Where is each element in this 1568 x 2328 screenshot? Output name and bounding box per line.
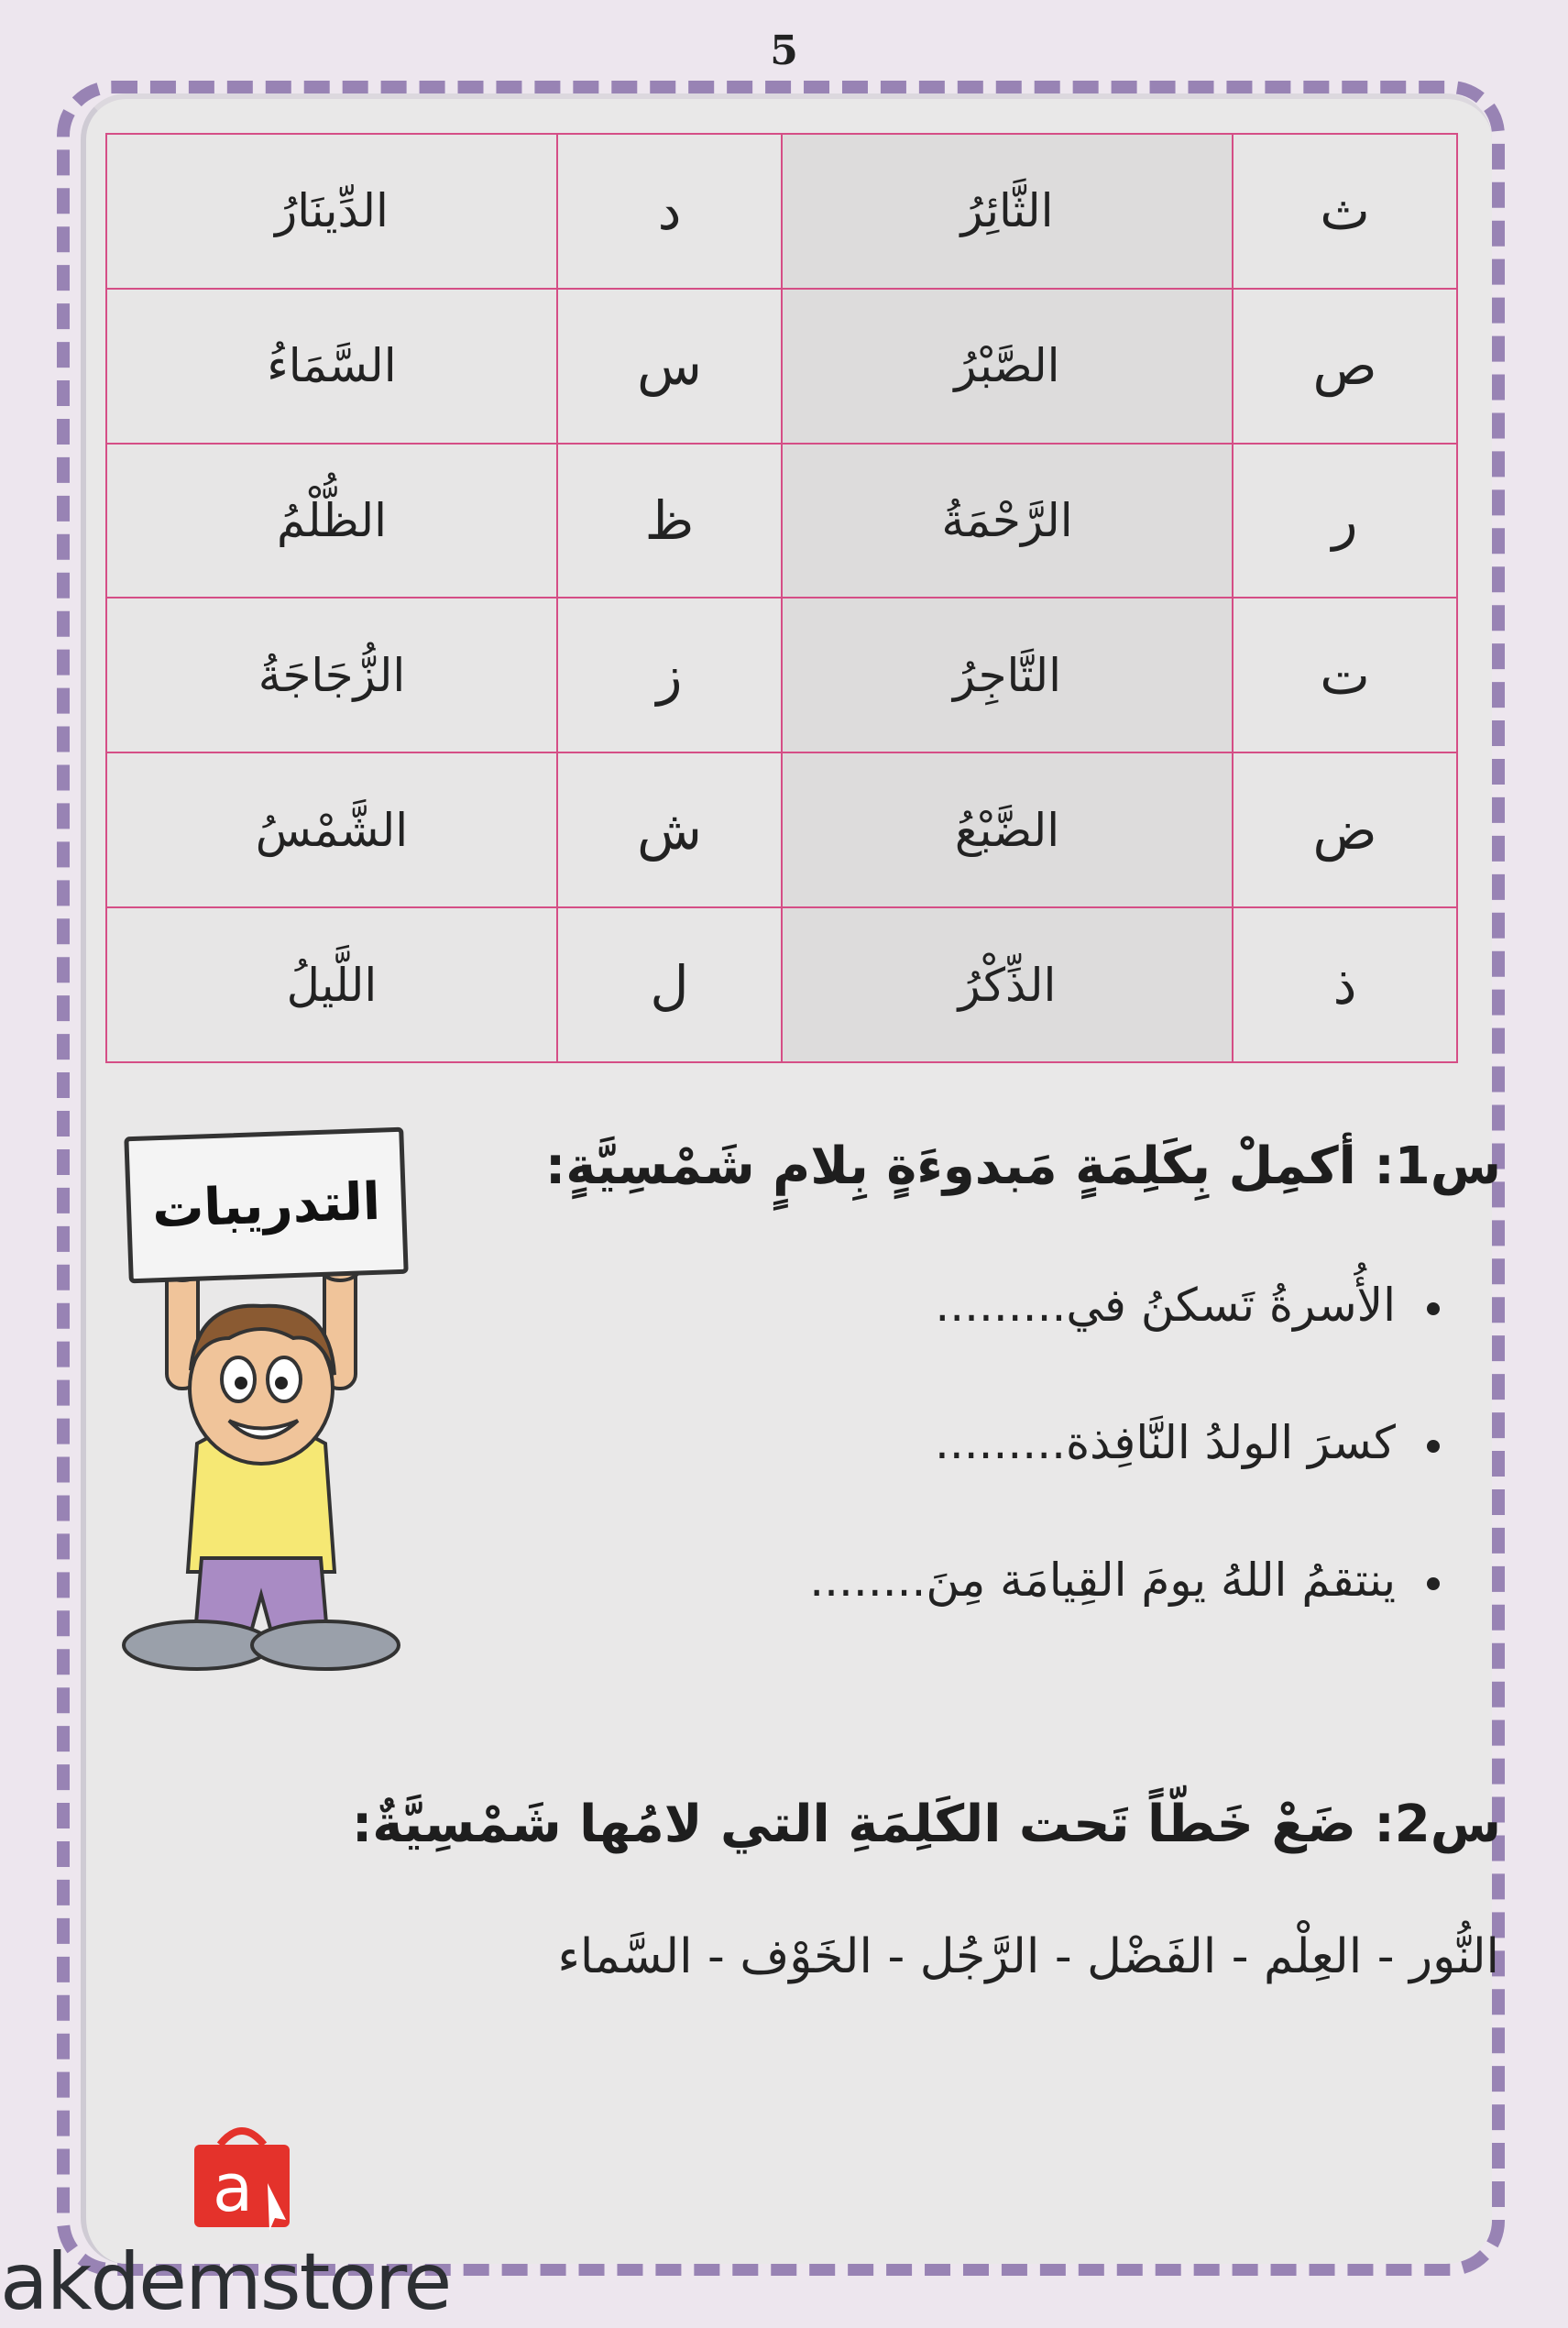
table-row <box>106 289 1457 444</box>
table-cell-word: الدِّينَارُ <box>106 134 557 289</box>
table-row <box>106 907 1457 1062</box>
list-item <box>615 1279 1440 1416</box>
table-cell-word: الضَّبْعُ <box>782 752 1233 907</box>
table-row <box>106 444 1457 598</box>
list-item <box>615 1554 1440 1691</box>
mascot-illustration <box>110 1114 412 1673</box>
table-cell-word: الرَّحْمَةُ <box>782 444 1233 598</box>
table-cell-letter: د <box>557 134 782 289</box>
mascot-shoes-icon <box>110 1609 412 1682</box>
table-cell-letter: س <box>557 289 782 444</box>
table-cell-letter: ض <box>1233 752 1457 907</box>
table-cell-word: الظُّلْمُ <box>106 444 557 598</box>
table-row <box>106 752 1457 907</box>
question-2-title: س2: ضَعْ خَطّاً تَحت الكَلِمَةِ التي لامُها شَمْسِيَّةٌ: <box>351 1795 1501 1854</box>
table-cell-letter: ظ <box>557 444 782 598</box>
brand-watermark: akdemstore <box>0 2236 451 2328</box>
table-row <box>106 134 1457 289</box>
table-cell-word: الصَّبْرُ <box>782 289 1233 444</box>
list-item-text: ينتقمُ اللهُ يومَ القِيامَة مِنَ........ <box>809 1554 1396 1607</box>
logo-letter: a <box>213 2149 254 2226</box>
table-cell-word: التَّاجِرُ <box>782 598 1233 752</box>
list-item <box>615 1416 1440 1554</box>
list-item-text: الأُسرةُ تَسكنُ في......... <box>935 1279 1396 1332</box>
page-number: 5 <box>770 27 798 74</box>
question-2-words: النُّور - العِلْم - الفَضْل - الرَّجُل - الخَوْف - السَّماء <box>557 1929 1499 1984</box>
question-1-title: س1: أكمِلْ بِكَلِمَةٍ مَبدوءَةٍ بِلامٍ شَمْسِيَّةٍ: <box>544 1137 1501 1196</box>
exercises-sign: التدريبات <box>124 1127 408 1284</box>
table-cell-word: الثَّائِرُ <box>782 134 1233 289</box>
table-cell-word: اللَّيلُ <box>106 907 557 1062</box>
table-cell-letter: ث <box>1233 134 1457 289</box>
table-cell-letter: ش <box>557 752 782 907</box>
table-cell-word: الشَّمْسُ <box>106 752 557 907</box>
table-cell-word: الزُّجَاجَةُ <box>106 598 557 752</box>
table-cell-letter: ز <box>557 598 782 752</box>
table-cell-letter: ص <box>1233 289 1457 444</box>
table-row <box>106 598 1457 752</box>
list-item-text: كسرَ الولدُ النَّافِذة......... <box>934 1416 1396 1469</box>
bullet-dot-icon <box>1427 1302 1440 1315</box>
table-cell-word: الذِّكْرُ <box>782 907 1233 1062</box>
table-cell-letter: ت <box>1233 598 1457 752</box>
bullet-dot-icon <box>1427 1440 1440 1453</box>
letters-table <box>105 133 1458 1063</box>
table-cell-letter: ل <box>557 907 782 1062</box>
bullet-dot-icon <box>1427 1577 1440 1590</box>
question-1-items <box>615 1279 1440 1691</box>
table-cell-word: السَّمَاءُ <box>106 289 557 444</box>
table-cell-letter: ذ <box>1233 907 1457 1062</box>
table-cell-letter: ر <box>1233 444 1457 598</box>
